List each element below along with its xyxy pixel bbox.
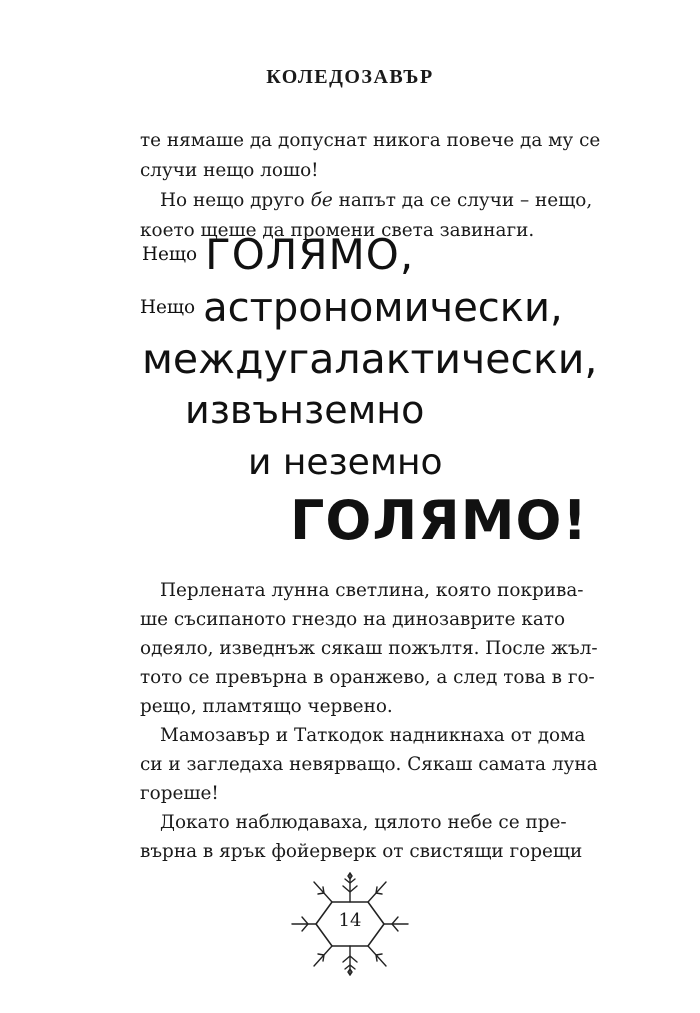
text-segment: напът да се случи – нещо, — [338, 190, 593, 211]
text-line: случи нещо лошо! — [140, 160, 319, 181]
text-line: си и загледаха невярващо. Сякаш самата луна — [140, 754, 598, 775]
display-lead: Нещо — [140, 296, 196, 318]
page-number: 14 — [338, 910, 362, 931]
display-line-2 — [140, 285, 563, 331]
text-line: гореше! — [140, 783, 219, 804]
text-line: тото се превърна в оранжево, а след това в го- — [140, 667, 595, 688]
display-line-1 — [142, 230, 415, 279]
text-line: Докато наблюдаваха, цялото небе се пре- — [160, 812, 567, 833]
display-line-4: извънземно — [185, 388, 425, 432]
text-line: одеяло, изведнъж сякаш пожълтя. После жъл- — [140, 638, 598, 659]
display-word: астрономически, — [203, 285, 563, 331]
text-line: което щеше да промени света завинаги. — [140, 220, 535, 241]
text-line: те нямаше да допуснат никога повече да му се — [140, 130, 601, 151]
text-line: рещо, пламтящо червено. — [140, 696, 393, 717]
text-line: върна в ярък фойерверк от свистящи горещи — [140, 841, 583, 862]
text-line — [160, 190, 593, 211]
text-line: Перлената лунна светлина, която покрива- — [160, 580, 584, 601]
display-lead: Нещо — [142, 243, 198, 265]
emphasis-word: бе — [310, 190, 333, 211]
display-line-6: ГОЛЯМО! — [290, 489, 589, 552]
display-line-3: междугалактически, — [142, 335, 598, 383]
text-segment: Но нещо друго — [160, 190, 305, 211]
text-line: Мамозавър и Таткодок надникнаха от дома — [160, 725, 586, 746]
running-header: КОЛЕДОЗАВЪР — [266, 66, 434, 88]
text-line: ше съсипаното гнездо на динозаврите като — [140, 609, 566, 630]
display-line-5: и неземно — [248, 442, 443, 483]
display-word: ГОЛЯМО, — [205, 230, 415, 279]
